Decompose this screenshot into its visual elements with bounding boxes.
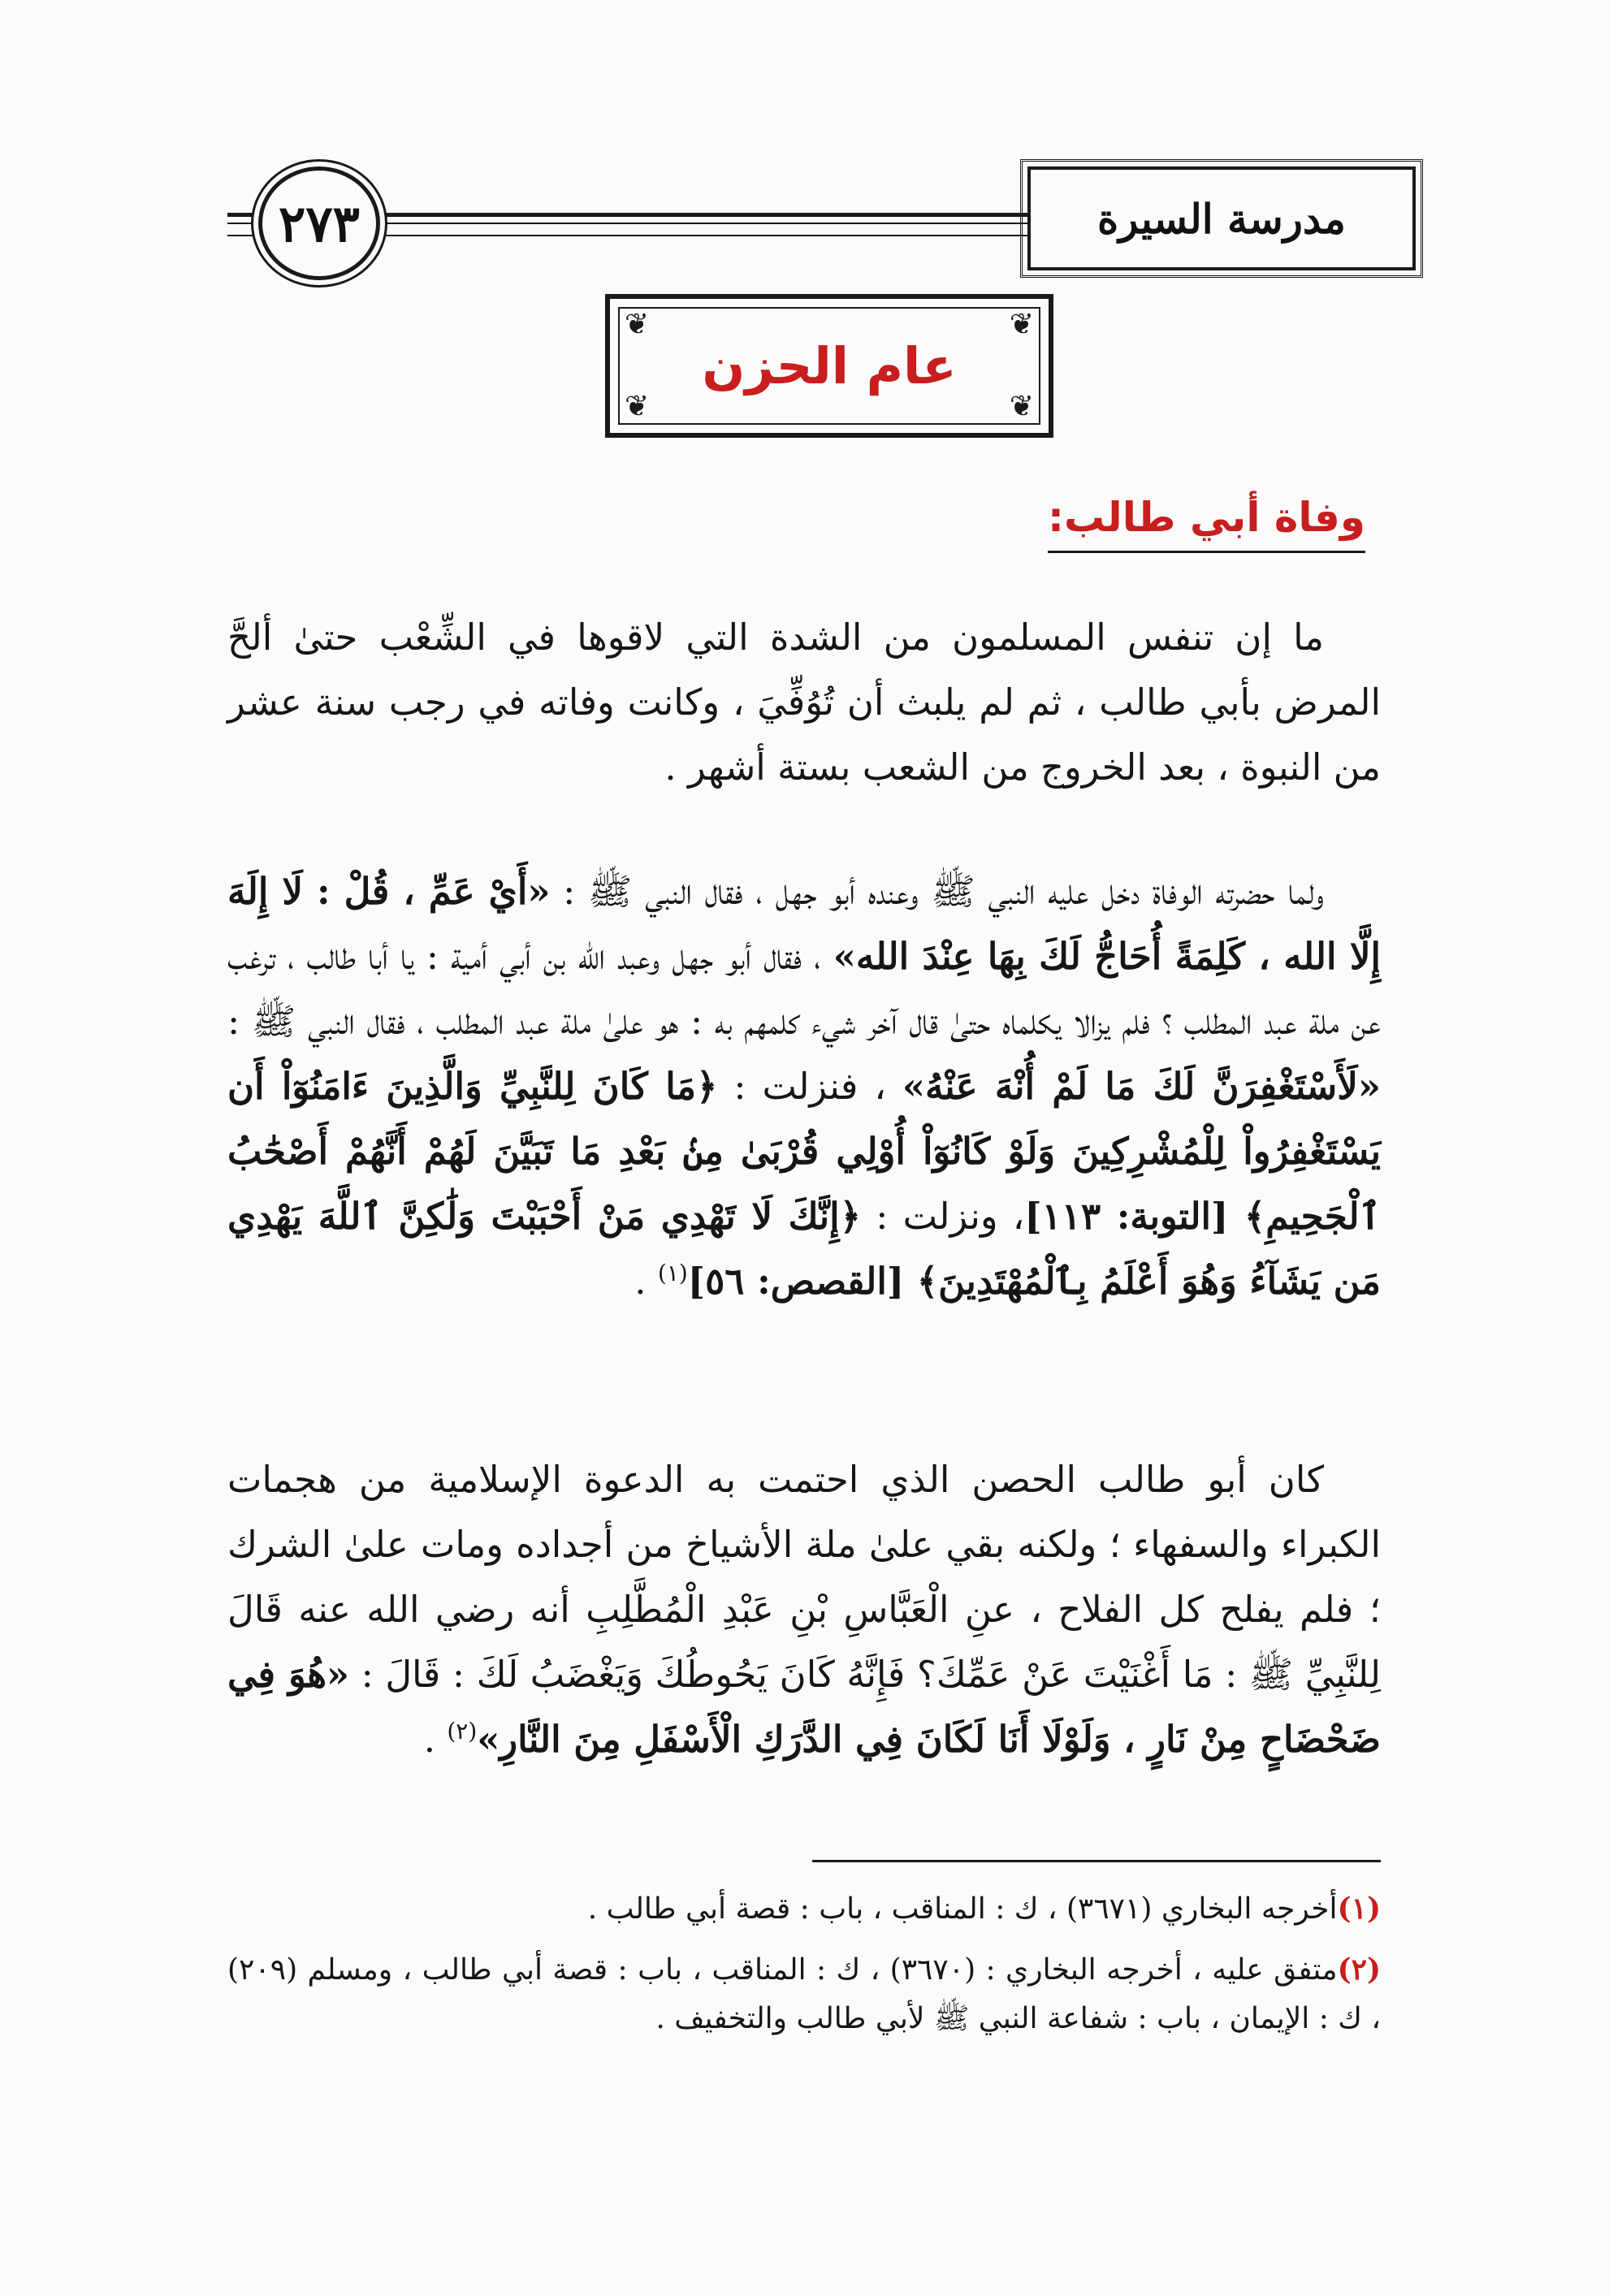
text-run: ولما حضرته الوفاة دخل عليه النبي ﷺ وعنده أبو جهل ، فقال النبي ﷺ : [550,870,1324,913]
text-run: ، فقال أبو جهل وعبد الله بن أبي أمية : يا أبا طالب ، ترغب عن ملة عبد المطلب ؟ فلم يزالا يكلماه حتىٰ قال آخر شيء كلمهم به : هو علىٰ ملة عبد المطلب ، فقال النبي ﷺ : [227,935,1381,1043]
corner-ornament-icon: ❦ [625,390,650,423]
footnote-marker[interactable]: (٢) [447,1718,478,1745]
quran-verse: ﴿مَا كَانَ لِلنَّبِيِّ وَالَّذِينَ ءَامَنُوٓاْ أَن يَسْتَغْفِرُواْ لِلْمُشْرِكِينَ وَلَوْ كَانُوٓاْ أُوْلِي قُرْبَىٰ مِنۢ بَعْدِ مَا تَبَيَّنَ لَهُمْ أَنَّهُمْ أَصْحَٰبُ ٱلْجَحِيمِ﴾ [227,1065,1381,1238]
running-title-text: مدرسة السيرة [1097,194,1346,243]
page-number: ٢٧٣ [279,193,360,253]
chapter-title: عام الحزن [702,336,957,396]
footnote-item [227,1945,1381,2043]
verse-reference: [التوبة: ١١٣] [1024,1195,1244,1238]
corner-ornament-icon: ❦ [1009,390,1034,423]
paragraph-text: ما إن تنفس المسلمون من الشدة التي لاقوها في الشِّعْب حتىٰ ألحَّ المرض بأبي طالب ، ثم لم يلبث أن تُوُفِّيَ ، وكانت وفاته في رجب سنة عشر من النبوة ، بعد الخروج من الشعب بستة أشهر . [227,616,1381,789]
text-run: . [634,1260,658,1303]
paragraph-2 [227,859,1381,1314]
footnote-text: متفق عليه ، أخرجه البخاري : (٣٦٧٠) ، ك : المناقب ، باب : قصة أبي طالب ، ومسلم (٢٠٩) ، ك : الإيمان ، باب : شفاعة النبي ﷺ لأبي طالب والتخفيف . [227,1953,1381,2035]
paragraph-3 [227,1447,1381,1772]
paragraph-text [227,859,1381,1314]
hadith-quote: «هُوَ فِي ضَحْضَاحٍ مِنْ نَارٍ ، وَلَوْلَا أَنَا لَكَانَ فِي الدَّرَكِ الْأَسْفَلِ مِنَ النَّارِ» [227,1653,1381,1761]
paragraph-1 [227,605,1381,800]
footnote-number: (٢) [1337,1952,1381,1987]
paragraph-text [227,1447,1381,1772]
chapter-title-frame [605,294,1053,438]
footnote-divider [812,1860,1381,1862]
text-run: ، فنزلت : [717,1065,902,1108]
corner-ornament-icon: ❦ [625,308,650,341]
page-number-badge [258,166,380,280]
footnote-marker[interactable]: (١) [657,1260,688,1286]
running-title [1027,166,1416,270]
verse-reference: [القصص: ٥٦] [687,1260,917,1303]
hadith-quote: «أَيْ عَمِّ ، قُلْ : لَا إِلَهَ إِلَّا الله ، كَلِمَةً أُحَاجُّ لَكَ بِهَا عِنْدَ الله» [227,870,1382,978]
quran-verse: ﴿إِنَّكَ لَا تَهْدِي مَنْ أَحْبَبْتَ وَلَٰكِنَّ ٱللَّهَ يَهْدِي مَن يَشَآءُ وَهُوَ أَعْلَمُ بِٱلْمُهْتَدِينَ﴾ [227,1195,1381,1303]
text-run: . [423,1718,448,1761]
hadith-quote: «لَأَسْتَغْفِرَنَّ لَكَ مَا لَمْ أُنْهَ عَنْهُ» [902,1065,1381,1108]
section-heading: وفاة أبي طالب: [1048,494,1365,553]
footnote-text: أخرجه البخاري (٣٦٧١) ، ك : المناقب ، باب : قصة أبي طالب . [587,1892,1338,1926]
text-run: كان أبو طالب الحصن الذي احتمت به الدعوة الإسلامية من هجمات الكبراء والسفهاء ؛ ولكنه بقي علىٰ ملة الأشياخ من أجداده ومات علىٰ الشرك ؛ فلم يفلح كل الفلاح ، عنِ الْعَبَّاسِ بْنِ عَبْدِ الْمُطَّلِبِ أنه رضي الله عنه قَالَ لِلنَّبِيِّ ﷺ : مَا أَغْنَيْتَ عَنْ عَمِّكَ؟ فَإِنَّهُ كَانَ يَحُوطُكَ وَيَغْضَبُ لَكَ : قَالَ : [227,1458,1382,1696]
footnote-number: (١) [1337,1892,1381,1926]
footnotes [227,1884,1381,2055]
corner-ornament-icon: ❦ [1009,308,1034,341]
footnote-item [227,1884,1381,1934]
text-run: ، ونزلت : [860,1195,1025,1238]
